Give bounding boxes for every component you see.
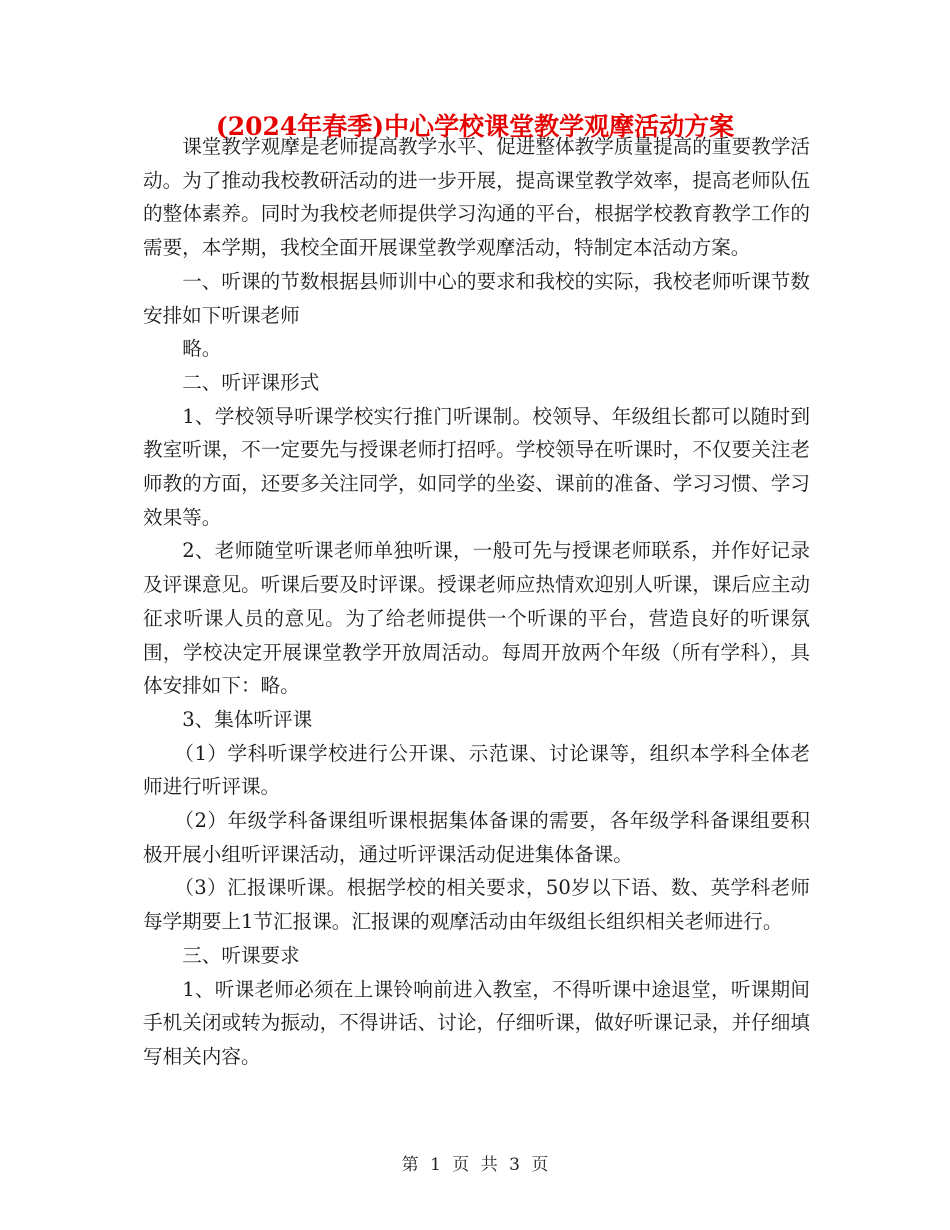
paragraph-item-2: 2、老师随堂听课老师单独听课，一般可先与授课老师联系，并作好记录及评课意见。听课后要及时评课。授课老师应热情欢迎别人听课，课后应主动征求听课人员的意见。为了给老师提供一个听课的平台，营造良好的听课氛围，学校决定开展课堂教学开放周活动。每周开放两个年级（所有学科），具体安排如下：略。 (143, 539, 810, 698)
paragraph-item-1: 1、学校领导听课学校实行推门听课制。校领导、年级组长都可以随时到教室听课，不一定要先与授课老师打招呼。学校领导在听课时，不仅要关注老师教的方面，还要多关注同学，如同学的坐姿、课前的准备、学习习惯、学习效果等。 (143, 404, 810, 529)
page-footer: 第 1 页 共 3 页 (401, 1155, 549, 1175)
paragraph-omitted: 略。 (182, 337, 222, 361)
paragraph-section-1: 一、听课的节数根据县师训中心的要求和我校的实际，我校老师听课节数安排如下听课老师 (143, 269, 810, 327)
paragraph-intro: 课堂教学观摩是老师提高教学水平、促进整体教学质量提高的重要教学活动。为了推动我校教研活动的进一步开展，提高课堂教学效率，提高老师队伍的整体素养。同时为我校老师提供学习沟通的平台，根据学校教育教学工作的需要，本学期，我校全面开展课堂教学观摩活动，特制定本活动方案。 (143, 135, 810, 260)
document-title: (2024年春季)中心学校课堂教学观摩活动方案 (215, 112, 735, 141)
paragraph-sub-1: （1）学科听课学校进行公开课、示范课、讨论课等，组织本学科全体老师进行听评课。 (143, 741, 810, 799)
document-body (143, 130, 810, 1074)
paragraph-sub-3: （3）汇报课听课。根据学校的相关要求，50岁以下语、数、英学科老师每学期要上1节汇报课。汇报课的观摩活动由年级组长组织相关老师进行。 (143, 876, 810, 934)
heading-section-2: 二、听评课形式 (182, 370, 320, 394)
heading-item-3: 3、集体听评课 (182, 707, 313, 731)
paragraph-requirement-1: 1、听课老师必须在上课铃响前进入教室，不得听课中途退堂，听课期间手机关闭或转为振动，不得讲话、讨论，仔细听课，做好听课记录，并仔细填写相关内容。 (143, 977, 810, 1068)
heading-section-3: 三、听课要求 (182, 943, 300, 967)
paragraph-sub-2: （2）年级学科备课组听课根据集体备课的需要，各年级学科备课组要积极开展小组听评课活动，通过听评课活动促进集体备课。 (143, 809, 810, 866)
